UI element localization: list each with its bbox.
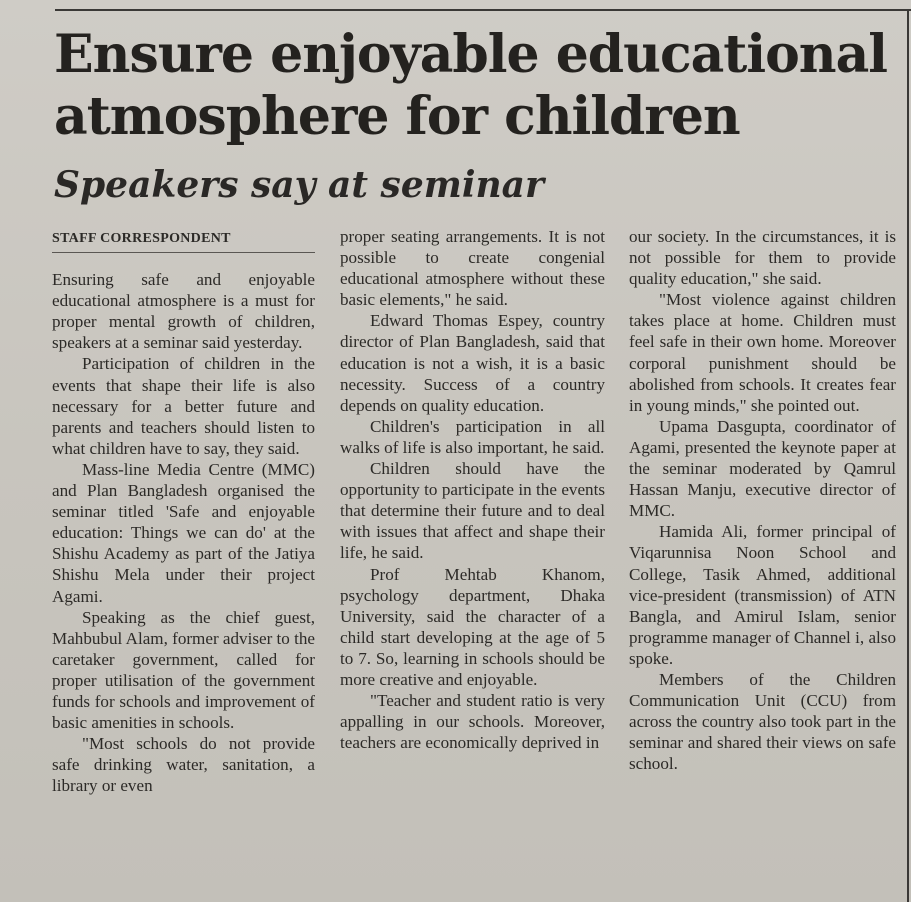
- paragraph: Children should have the opportunity to participate in the events that determine their future and to deal with issues that affect and shape their life, he said.: [340, 459, 605, 563]
- top-rule: [55, 9, 911, 11]
- paragraph: proper seating arrangements. It is not possible to create congenial educational atmosphere without these basic elements," he said.: [340, 227, 605, 310]
- headline: [54, 24, 904, 148]
- paragraph: Mass-line Media Centre (MMC) and Plan Bangladesh organised the seminar titled 'Safe and enjoyable education: Things we can do' at the Shishu Academy as part of the Jatiya Shishu Mela under their project Agami.: [52, 459, 315, 606]
- byline: STAFF CORRESPONDENT: [52, 226, 315, 253]
- paragraph: Prof Mehtab Khanom, psychology department, Dhaka University, said the character of a child start developing at the age of 5 to 7. So, learning in schools should be more creative and enjoyable.: [340, 564, 605, 689]
- article-column-2: [340, 226, 605, 753]
- paragraph: "Teacher and student ratio is very appalling in our schools. Moreover, teachers are economically deprived in: [340, 691, 605, 753]
- subheadline: Speakers say at seminar: [54, 164, 544, 206]
- paragraph: Hamida Ali, former principal of Viqarunnisa Noon School and College, Tasik Ahmed, additional vice-president (transmission) of ATN Bangla, and Amirul Islam, senior programme manager of Channel i, also spoke.: [629, 522, 896, 668]
- paragraph: Ensuring safe and enjoyable educational atmosphere is a must for proper mental growth of children, speakers at a seminar said yesterday.: [52, 270, 315, 353]
- paragraph: Speaking as the chief guest, Mahbubul Alam, former adviser to the caretaker government, called for proper utilisation of the government funds for schools and improvement of basic amenities in schools.: [52, 607, 315, 733]
- paragraph: Upama Dasgupta, coordinator of Agami, presented the keynote paper at the seminar moderated by Qamrul Hassan Manju, executive director of MMC.: [629, 416, 896, 521]
- paragraph: Members of the Children Communication Unit (CCU) from across the country also took part in the seminar and shared their views on safe school.: [629, 669, 896, 774]
- paragraph: Participation of children in the events that shape their life is also necessary for a better future and parents and teachers should listen to what children have to say, they said.: [52, 354, 315, 458]
- article-column-1: [52, 226, 315, 796]
- headline-line-1: Ensure enjoyable educational: [54, 24, 888, 85]
- paragraph: our society. In the circumstances, it is not possible for them to provide quality education," she said.: [629, 227, 896, 289]
- paragraph: Children's participation in all walks of life is also important, he said.: [340, 416, 605, 457]
- paragraph: "Most schools do not provide safe drinking water, sanitation, a library or even: [52, 734, 315, 796]
- article-column-3: [629, 226, 896, 774]
- right-rule: [907, 9, 909, 902]
- headline-line-2: atmosphere for children: [54, 86, 740, 147]
- paragraph: Edward Thomas Espey, country director of Plan Bangladesh, said that education is not a wish, it is a basic necessity. Success of a country depends on quality education.: [340, 311, 605, 415]
- paragraph: "Most violence against children takes place at home. Children must feel safe in their own home. Moreover corporal punishment should be abolished from schools. It creates fear in young minds," she pointed out.: [629, 290, 896, 415]
